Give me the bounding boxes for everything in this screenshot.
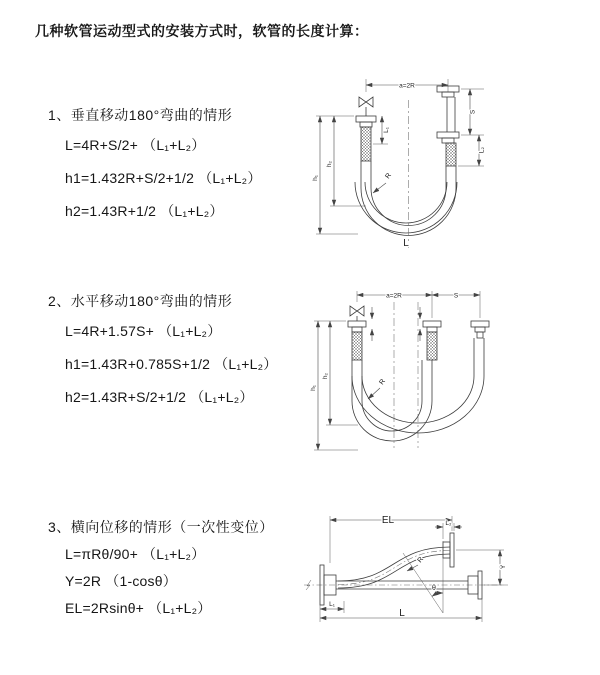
label-l1: L₁	[383, 127, 390, 133]
movement-arrows	[372, 307, 420, 341]
label-s: S	[469, 109, 477, 115]
label-h1: h₁	[310, 385, 317, 391]
right-fitting	[437, 86, 459, 166]
label-l1: L₁	[329, 601, 335, 608]
label-r: R	[384, 172, 394, 181]
formula-h2: h2=1.43R+S/2+1/2 （L₁+L₂）	[65, 389, 254, 405]
moved-fitting	[471, 321, 489, 338]
label-l-total: L	[403, 238, 409, 249]
radius-leader	[368, 378, 387, 399]
left-fitting	[348, 321, 366, 360]
label-a2r: a=2R	[386, 292, 402, 300]
formula-L: L=4R+S/2+ （L₁+L₂）	[65, 137, 206, 153]
label-l2: L₂	[478, 146, 486, 154]
label-h2: h₂	[322, 372, 329, 380]
section-lateral-displacement	[48, 517, 274, 622]
label-s: S	[453, 292, 459, 300]
section-vertical-movement	[48, 105, 262, 228]
left-fitting	[356, 116, 376, 161]
label-y: Y	[500, 564, 507, 570]
hose-u-bend	[355, 161, 457, 236]
dimension-l2	[458, 135, 486, 166]
dimension-s	[461, 89, 484, 135]
radius-leader	[373, 172, 393, 193]
dimension-y	[456, 550, 507, 585]
diagram-lateral-displacement	[300, 505, 560, 655]
formula-h1: h1=1.43R+0.785S+1/2 （L₁+L₂）	[65, 356, 278, 372]
label-el: EL	[381, 515, 395, 526]
page-title: 几种软管运动型式的安装方式时，软管的长度计算：	[35, 23, 369, 39]
formula-Y: Y=2R （1-cosθ）	[65, 573, 177, 589]
valve-icon	[350, 306, 364, 321]
label-r: R	[416, 555, 426, 565]
section-1-heading: 1、垂直移动180°弯曲的情形	[48, 107, 233, 123]
diagram-vertical-180-bend	[298, 66, 533, 261]
dimension-h1	[310, 321, 358, 450]
label-h2: h₂	[326, 160, 333, 168]
formula-h2: h2=1.43R+1/2 （L₁+L₂）	[65, 203, 224, 219]
label-h1: h₁	[312, 175, 319, 181]
label-r: R	[378, 378, 388, 387]
middle-fitting	[423, 321, 441, 360]
label-l2: L₂	[445, 520, 452, 527]
dimension-s	[432, 293, 480, 300]
dimension-l	[320, 599, 482, 622]
diagram-horizontal-180-bend	[296, 280, 546, 470]
angle-theta	[432, 585, 443, 596]
formula-L: L=πRθ/90+ （L₁+L₂）	[65, 546, 206, 562]
valve-icon	[359, 97, 373, 116]
dimension-l2	[435, 520, 462, 539]
formula-EL: EL=2Rsinθ+ （L₁+L₂）	[65, 600, 212, 616]
dimension-h2	[326, 116, 366, 206]
dimension-h1	[312, 116, 358, 234]
label-a2r: a=2R	[399, 82, 415, 90]
radius-leader	[403, 541, 443, 613]
dimension-l1	[373, 116, 390, 144]
formula-h1: h1=1.432R+S/2+1/2 （L₁+L₂）	[65, 170, 262, 186]
section-2-heading: 2、水平移动180°弯曲的情形	[48, 293, 233, 309]
hose-s-curve	[338, 533, 454, 588]
formula-L: L=4R+1.57S+ （L₁+L₂）	[65, 323, 222, 339]
section-horizontal-movement	[48, 291, 278, 414]
label-theta: θ	[432, 585, 436, 592]
section-3-heading: 3、横向位移的情形（一次性变位）	[48, 519, 274, 535]
dimension-el	[330, 515, 452, 563]
dimension-a2r	[366, 79, 448, 92]
label-l-total: L	[399, 608, 405, 619]
